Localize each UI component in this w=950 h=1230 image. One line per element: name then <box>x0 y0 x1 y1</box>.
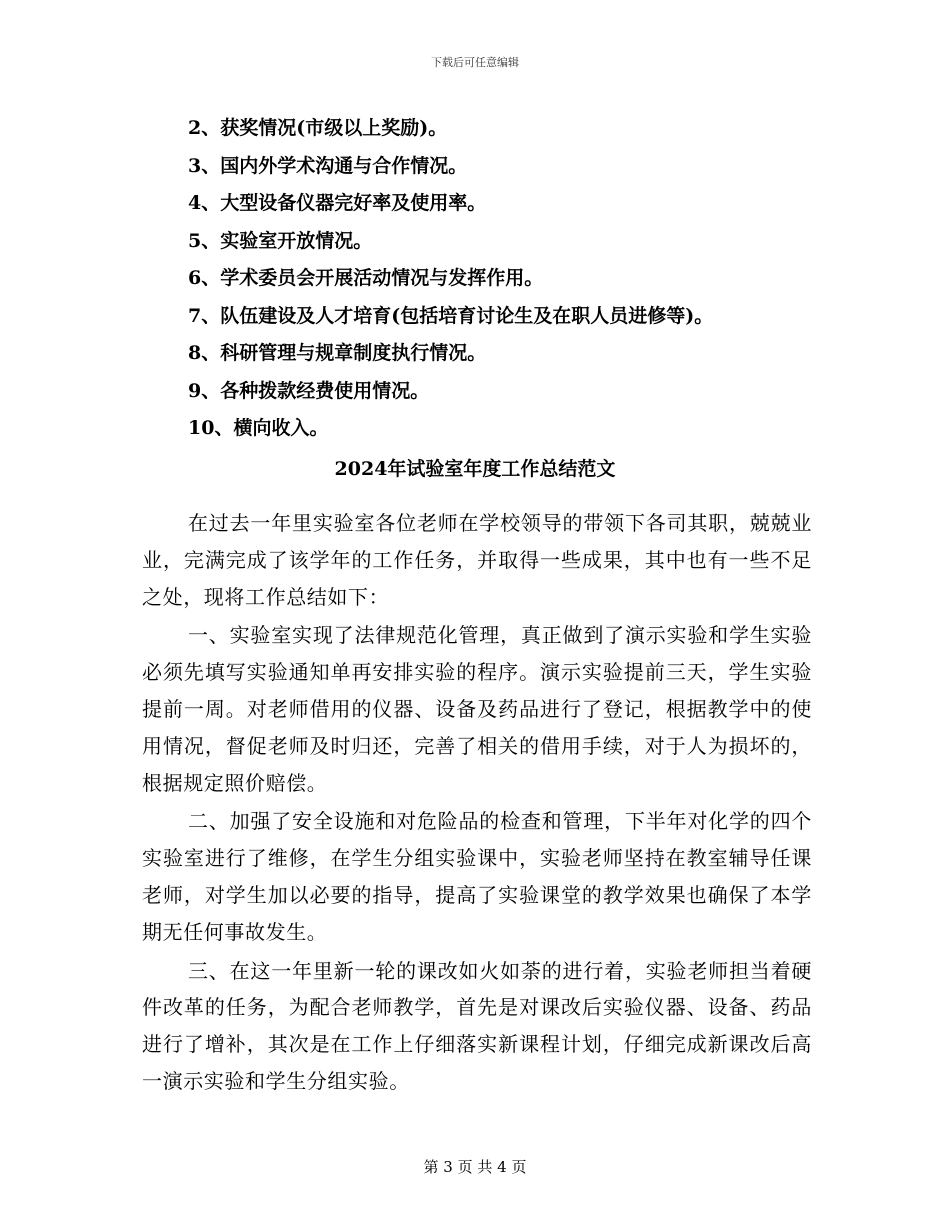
paragraph-one: 一、实验室实现了法律规范化管理，真正做到了演示实验和学生实验必须先填写实验通知单再安排实验的程序。演示实验提前三天，学生实验提前一周。对老师借用的仪器、设备及药品进行了登记，根据教学中的使用情况，督促老师及时归还，完善了相关的借用手续，对于人为损坏的，根据规定照价赔偿。 <box>142 623 812 795</box>
page-header-note: 下载后可任意编辑 <box>431 56 519 69</box>
paragraph-two: 二、加强了安全设施和对危险品的检查和管理，下半年对化学的四个实验室进行了维修，在学生分组实验课中，实验老师坚持在教室辅导任课老师，对学生加以必要的指导，提高了实验课堂的教学效果也确保了本学期无任何事故发生。 <box>142 809 812 944</box>
page-number: 第 3 页 共 4 页 <box>423 1158 527 1176</box>
numbered-list <box>188 110 713 448</box>
paragraph-three: 三、在这一年里新一轮的课改如火如荼的进行着，实验老师担当着硬件改革的任务，为配合老师教学，首先是对课改后实验仪器、设备、药品进行了增补，其次是在工作上仔细落实新课程计划，仔细完成新课改后高一演示实验和学生分组实验。 <box>142 958 812 1093</box>
list-item: 6、学术委员会开展活动情况与发挥作用。 <box>188 267 544 289</box>
list-item: 7、队伍建设及人才培育(包括培育讨论生及在职人员进修等)。 <box>188 304 714 327</box>
section-body <box>142 505 812 1102</box>
list-item: 10、横向收入。 <box>188 417 329 439</box>
list-item: 9、各种拨款经费使用情况。 <box>188 379 430 402</box>
list-item: 8、科研管理与规章制度执行情况。 <box>188 342 487 364</box>
paragraph-intro: 在过去一年里实验室各位老师在学校领导的带领下各司其职，兢兢业业，完满完成了该学年的工作任务，并取得一些成果，其中也有一些不足之处，现将工作总结如下： <box>142 511 812 609</box>
list-item: 5、实验室开放情况。 <box>188 229 373 252</box>
list-item: 3、国内外学术沟通与合作情况。 <box>188 154 468 177</box>
list-item: 2、获奖情况(市级以上奖励)。 <box>188 117 448 139</box>
list-item: 4、大型设备仪器完好率及使用率。 <box>188 192 487 214</box>
section-title: 2024年试验室年度工作总结范文 <box>334 458 616 480</box>
